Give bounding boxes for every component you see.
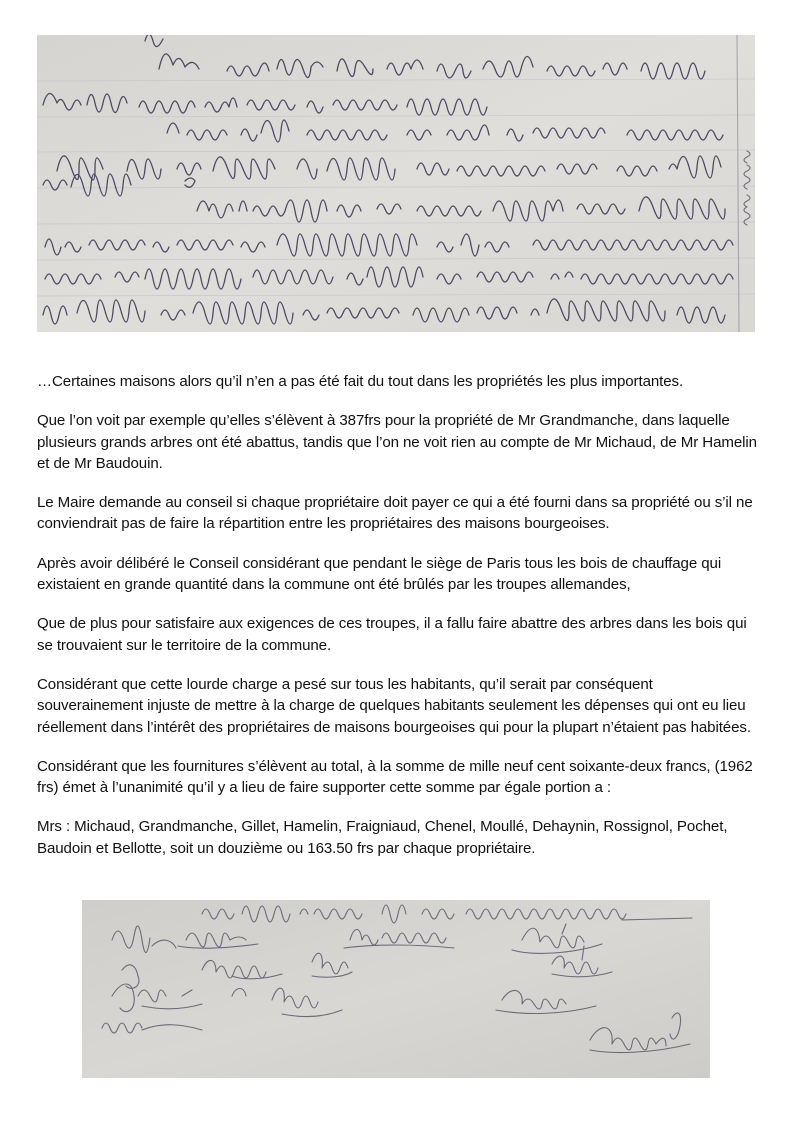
paragraph: Mrs : Michaud, Grandmanche, Gillet, Hamelin, Fraigniaud, Chenel, Moullé, Dehaynin, Rossignol, Pochet, Baudoin et Bellotte, soit un douzième ou 163.50 frs par chaque propriétaire.	[37, 818, 728, 857]
transcription-text	[37, 371, 759, 877]
paragraph: …Certaines maisons alors qu’il n’en a pas été fait du tout dans les propriétés les plus importantes.	[37, 373, 684, 390]
manuscript-scan-top	[37, 35, 755, 332]
manuscript-scan-signatures	[82, 900, 710, 1078]
signatures-image	[82, 900, 710, 1078]
manuscript-handwriting-top	[37, 35, 755, 332]
paragraph: Que l’on voit par exemple qu’elles s’élèvent à 387frs pour la propriété de Mr Grandmanche, dans laquelle plusieurs grands arbres ont été abattus, tandis que l’on ne voit rien au compte de Mr Michaud, de Mr Hamelin et de Mr Baudouin.	[37, 412, 757, 472]
paragraph: Que de plus pour satisfaire aux exigences de ces troupes, il a fallu faire abattre des arbres dans les bois qui se trouvaient sur le territoire de la commune.	[37, 615, 747, 654]
paragraph: Après avoir délibéré le Conseil considérant que pendant le siège de Paris tous les bois de chauffage qui existaient en grande quantité dans la commune ont été brûlés par les troupes allemandes,	[37, 554, 722, 594]
paragraph: Considérant que cette lourde charge a pesé sur tous les habitants, qu’il serait par conséquent souverainement injuste de mettre à la charge de quelques habitants seulement les dépenses qui ont eu lieu réellement dans l’intérêt des propriétaires de maisons bourgeoises qui pour la plupart n’étaient pas habitées.	[37, 675, 751, 736]
paragraph: Considérant que les fournitures s’élèvent au total, à la somme de mille neuf cent soixante-deux francs, (1962 frs) émet à l’unanimité qu’il y a lieu de faire supporter cette somme par égale portion a :	[37, 757, 753, 797]
paragraph: Le Maire demande au conseil si chaque propriétaire doit payer ce qui a été fourni dans sa propriété ou s’il ne conviendrait pas de faire la répartition entre les propriétaires des maisons bourgeoises.	[37, 494, 753, 533]
